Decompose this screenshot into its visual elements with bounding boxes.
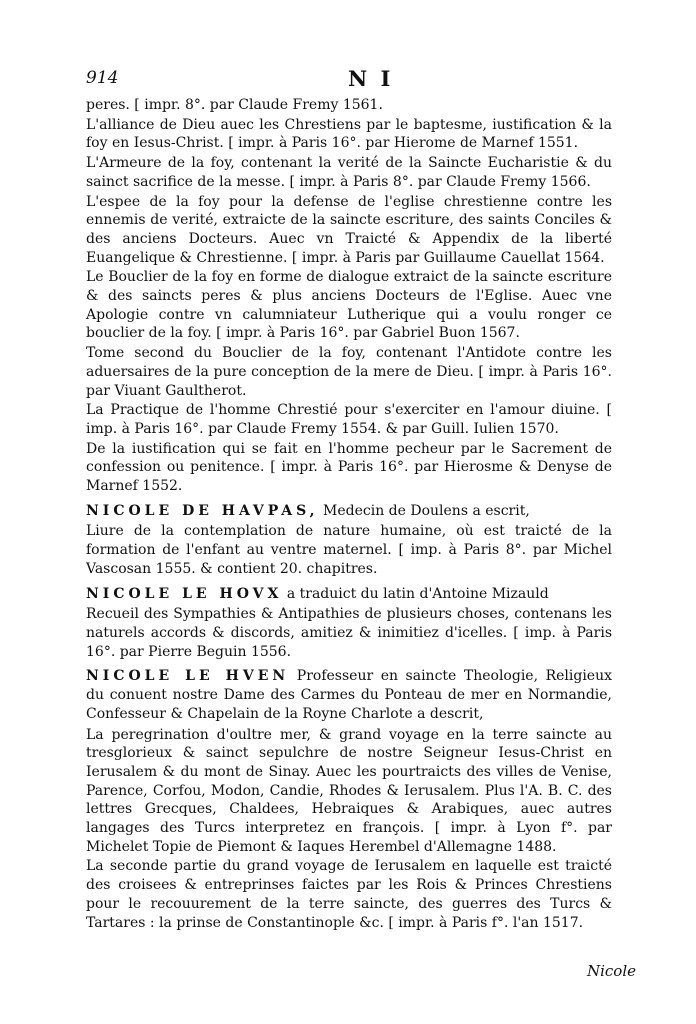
bibliography-entry: La Practique de l'homme Chrestié pour s'exerciter en l'amour diuine. [ imp. à Paris 16°. par Claude Fremy 1554. & par Guill. Iulien 1570.	[86, 402, 612, 437]
author-heading	[86, 502, 612, 521]
page-header	[86, 68, 646, 94]
bibliography-entry: Liure de la contemplation de nature humaine, où est traicté de la formation de l'enfant au ventre maternel. [ imp. à Paris 8°. par Michel Vascosan 1555. & contient 20. chapitres.	[86, 523, 612, 577]
bibliography-entry: L'alliance de Dieu auec les Chrestiens par le baptesme, iustification & la foy en Iesus-Christ. [ impr. à Paris 16°. par Hierome de Marnef 1551.	[86, 116, 612, 152]
author-heading	[86, 585, 612, 604]
bibliography-entry: L'Armeure de la foy, contenant la verité de la Saincte Eucharistie & du sainct sacrifice de la messe. [ impr. à Paris 8°. par Claude Fremy 1566.	[86, 155, 612, 190]
author-name: NICOLE LE HVEN	[86, 668, 290, 685]
page-number: 914	[86, 68, 119, 88]
author-heading	[86, 667, 612, 723]
bibliography-text	[86, 96, 612, 933]
bibliography-entry: L'espee de la foy pour la defense de l'eglise chrestienne contre les ennemis de verité, extraicte de la saincte escriture, des saints Conciles & des anciens Docteurs. Auec vn Traicté & Appendix de la liberté Euangelique & Chrestienne. [ impr. à Paris par Guillaume Cauellat 1564.	[86, 193, 612, 266]
bibliography-entry: Tome second du Bouclier de la foy, contenant l'Antidote contre les aduersaires de la pure conception de la mere de Dieu. [ impr. à Paris 16°. par Viuant Gaultherot.	[86, 345, 612, 399]
bibliography-entry: De la iustification qui se fait en l'homme pecheur par le Sacrement de confession ou penitence. [ impr. à Paris 16°. par Hierosme & Denyse de Marnef 1552.	[86, 440, 612, 495]
author-description: Professeur en saincte Theologie, Religieux du conuent nostre Dame des Carmes du Ponteau de mer en Normandie, Confesseur & Chapelain de la Royne Charlote a descrit,	[86, 668, 612, 722]
author-description: a traduict du latin d'Antoine Mizauld	[286, 585, 549, 602]
catchword: Nicole	[586, 962, 636, 980]
bibliography-entry: La peregrination d'oultre mer, & grand voyage en la terre saincte au tresglorieux & sainct sepulchre de nostre Seigneur Iesus-Christ en Ierusalem & du mont de Sinay. Auec les pourtraicts des villes de Venise, Parence, Corfou, Modon, Candie, Rhodes & Ierusalem. Plus l'A. B. C. des lettres Grecques, Chaldees, Hebraiques & Arabiques, auec autres langages des Turcs interpretez en françois. [ impr. à Lyon f°. par Michelet Topie de Piemont & Iaques Herembel d'Allemagne 1488.	[86, 726, 612, 855]
bibliography-entry: peres. [ impr. 8°. par Claude Fremy 1561.	[86, 97, 383, 113]
author-name: NICOLE DE HAVPAS,	[86, 502, 319, 519]
bibliography-entry: La seconde partie du grand voyage de Ierusalem en laquelle est traicté des croisees & entreprinses faictes par les Rois & Princes Chrestiens pour le recouurement de la terre saincte, des guerres des Turcs & Tartares : la prinse de Constantinople &c. [ impr. à Paris f°. l'an 1517.	[86, 858, 612, 931]
bibliography-entry: Recueil des Sympathies & Antipathies de plusieurs choses, contenans les naturels accords & discords, amitiez & inimitiez d'icelles. [ imp. à Paris 16°. par Pierre Beguin 1556.	[86, 606, 612, 660]
author-description: Medecin de Doulens a escrit,	[323, 502, 530, 519]
bibliography-entry: Le Bouclier de la foy en forme de dialogue extraict de la saincte escriture & des saincts peres & plus anciens Docteurs de l'Eglise. Auec vne Apologie contre vn calumniateur Lutherique qui a voulu ronger ce bouclier de la foy. [ impr. à Paris 16°. par Gabriel Buon 1567.	[86, 269, 612, 342]
signature-mark: N I	[348, 66, 394, 91]
author-name: NICOLE LE HOVX	[86, 585, 283, 602]
